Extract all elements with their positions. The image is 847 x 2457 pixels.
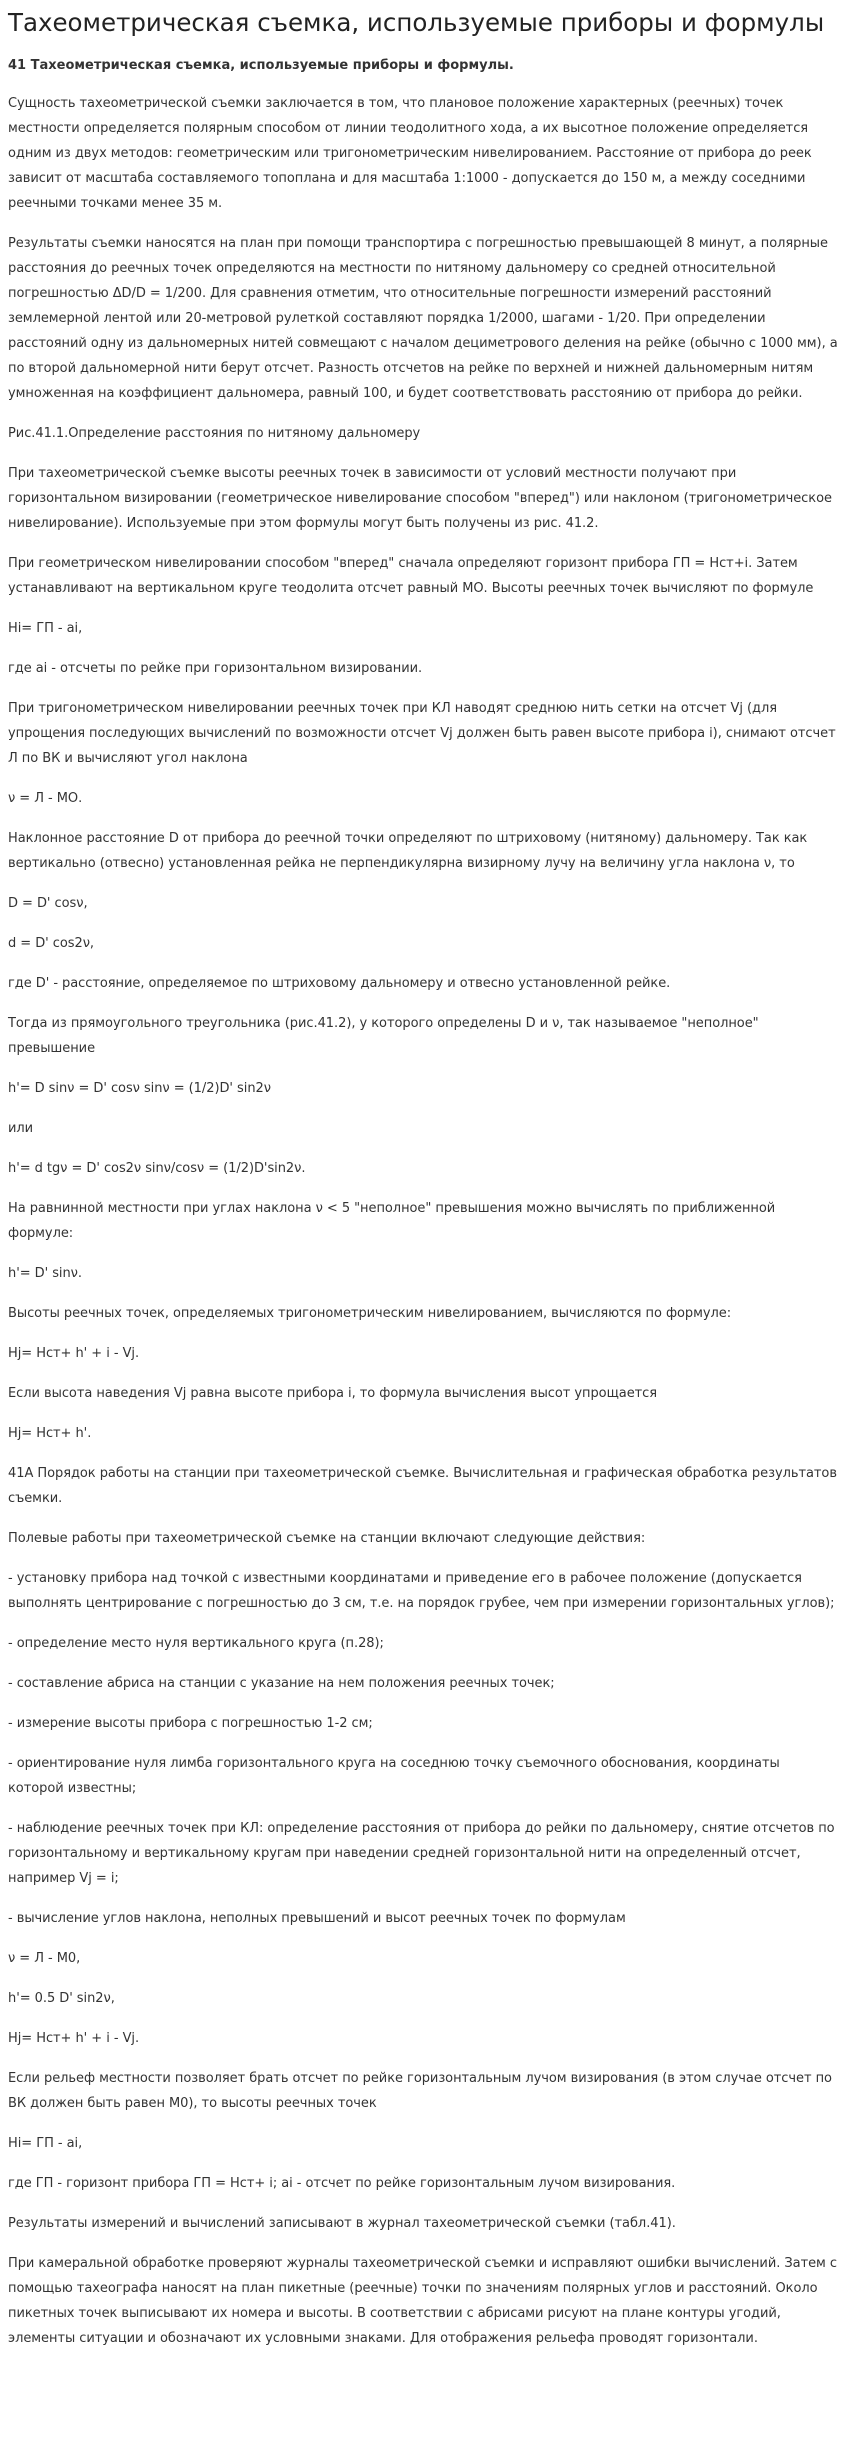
paragraph: где ГП - горизонт прибора ГП = Hст+ i; ai - отсчет по рейке горизонтальным лучом визирования. bbox=[8, 2176, 676, 2191]
paragraph: или bbox=[8, 1121, 34, 1136]
formula: h'= 0.5 D' sin2ν, bbox=[8, 1991, 115, 2006]
list-item: - ориентирование нуля лимба горизонтального круга на соседнюю точку съемочного обоснования, координаты которой известны; bbox=[8, 1756, 780, 1796]
formula: Hj= Hст+ h' + i - Vj. bbox=[8, 1346, 140, 1361]
formula: Hi= ГП - ai, bbox=[8, 2136, 83, 2151]
formula: h'= D sinν = D' cosν sinν = (1/2)D' sin2ν bbox=[8, 1081, 271, 1096]
section-heading-41a: 41А Порядок работы на станции при тахеометрической съемке. Вычислительная и графическая обработка результатов съемки. bbox=[8, 1466, 837, 1506]
formula: Hj= Hст+ h' + i - Vj. bbox=[8, 2031, 140, 2046]
paragraph: На равнинной местности при углах наклона ν < 5 "неполное" превышения можно вычислять по приближенной формуле: bbox=[8, 1201, 776, 1241]
formula: ν = Л - М0, bbox=[8, 1951, 81, 1966]
list-item: - установку прибора над точкой с известными координатами и приведение его в рабочее положение (допускается выполнять центрирование с погрешностью до 3 см, т.е. на порядок грубее, чем при измерении горизонтальных углов); bbox=[8, 1571, 835, 1611]
formula: d = D' cos2ν, bbox=[8, 936, 95, 951]
list-item: - вычисление углов наклона, неполных превышений и высот реечных точек по формулам bbox=[8, 1911, 626, 1926]
paragraph: Наклонное расстояние D от прибора до реечной точки определяют по штриховому (нитяному) дальномеру. Так как вертикально (отвесно) установленная рейка не перпендикулярна визирному лучу на величину угла наклона ν, то bbox=[8, 831, 808, 871]
paragraph: Полевые работы при тахеометрической съемке на станции включают следующие действия: bbox=[8, 1531, 646, 1546]
formula: Hi= ГП - ai, bbox=[8, 621, 83, 636]
section-heading: 41 Тахеометрическая съемка, используемые приборы и формулы. bbox=[8, 58, 514, 73]
list-item: - измерение высоты прибора с погрешностью 1-2 см; bbox=[8, 1716, 373, 1731]
paragraph: Результаты съемки наносятся на план при помощи транспортира с погрешностью превышающей 8 минут, а полярные расстояния до реечных точек определяются на местности по нитяному дальномеру со средней относительной погрешностью ΔD/D = 1/200. Для сравнения отметим, что относительные погрешности измерений расстояний землемерной лентой или 20-метровой рулеткой составляют порядка 1/2000, шагами - 1/20. При определении расстояний одну из дальномерных нитей совмещают с началом дециметрового деления на рейке (обычно с 1000 мм), а по второй дальномерной нити берут отсчет. Разность отсчетов на рейке по верхней и нижней дальномерным нитям умноженная на коэффициент дальномера, равный 100, и будет соответствовать расстоянию от прибора до рейки. bbox=[8, 236, 838, 401]
formula: ν = Л - МО. bbox=[8, 791, 83, 806]
formula: h'= D' sinν. bbox=[8, 1266, 82, 1281]
page-title: Тахеометрическая съемка, используемые приборы и формулы bbox=[8, 8, 825, 37]
formula: h'= d tgν = D' cos2ν sinν/cosν = (1/2)D'sin2ν. bbox=[8, 1161, 306, 1176]
paragraph: При тригонометрическом нивелировании реечных точек при КЛ наводят среднюю нить сетки на отсчет Vj (для упрощения последующих вычислений по возможности отсчет Vj должен быть равен высоте прибора i), снимают отсчет Л по ВК и вычисляют угол наклона bbox=[8, 701, 836, 766]
paragraph: При камеральной обработке проверяют журналы тахеометрической съемки и исправляют ошибки вычислений. Затем с помощью тахеографа наносят на план пикетные (реечные) точки по значениям полярных углов и расстояний. Около пикетных точек выписывают их номера и высоты. В соответствии с абрисами рисуют на плане контуры угодий, элементы ситуации и обозначают их условными знаками. Для отображения рельефа проводят горизонтали. bbox=[8, 2256, 837, 2346]
paragraph: Если рельеф местности позволяет брать отсчет по рейке горизонтальным лучом визирования (в этом случае отсчет по ВК должен быть равен М0), то высоты реечных точек bbox=[8, 2071, 832, 2111]
figure-caption: Рис.41.1.Определение расстояния по нитяному дальномеру bbox=[8, 426, 421, 441]
paragraph: Результаты измерений и вычислений записывают в журнал тахеометрической съемки (табл.41). bbox=[8, 2216, 676, 2231]
article-body bbox=[8, 91, 839, 2351]
list-item: - определение место нуля вертикального круга (п.28); bbox=[8, 1636, 384, 1651]
paragraph: При тахеометрической съемке высоты реечных точек в зависимости от условий местности получают при горизонтальном визировании (геометрическое нивелирование способом "вперед") или наклоном (тригонометрическое нивелирование). Используемые при этом формулы могут быть получены из рис. 41.2. bbox=[8, 466, 832, 531]
paragraph: Сущность тахеометрической съемки заключается в том, что плановое положение характерных (реечных) точек местности определяется полярным способом от линии теодолитного хода, а их высотное положение определяется одним из двух методов: геометрическим или тригонометрическим нивелированием. Расстояние от прибора до реек зависит от масштаба составляемого топоплана и для масштаба 1:1000 - допускается до 150 м, а между соседними реечными точками менее 35 м. bbox=[8, 96, 812, 211]
paragraph: где ai - отсчеты по рейке при горизонтальном визировании. bbox=[8, 661, 423, 676]
formula: Hj= Hст+ h'. bbox=[8, 1426, 92, 1441]
list-item: - составление абриса на станции с указание на нем положения реечных точек; bbox=[8, 1676, 555, 1691]
paragraph: Высоты реечных точек, определяемых тригонометрическим нивелированием, вычисляются по формуле: bbox=[8, 1306, 732, 1321]
paragraph: Если высота наведения Vj равна высоте прибора i, то формула вычисления высот упрощается bbox=[8, 1386, 658, 1401]
paragraph: Тогда из прямоугольного треугольника (рис.41.2), у которого определены D и ν, так называемое "неполное" превышение bbox=[8, 1016, 759, 1056]
list-item: - наблюдение реечных точек при КЛ: определение расстояния от прибора до рейки по дальномеру, снятие отсчетов по горизонтальному и вертикальному кругам при наведении средней горизонтальной нити на определенный отсчет, например Vj = i; bbox=[8, 1821, 835, 1886]
paragraph: где D' - расстояние, определяемое по штриховому дальномеру и отвесно установленной рейке. bbox=[8, 976, 671, 991]
paragraph: При геометрическом нивелировании способом "вперед" сначала определяют горизонт прибора ГП = Hст+i. Затем устанавливают на вертикальном круге теодолита отсчет равный МО. Высоты реечных точек вычисляют по формуле bbox=[8, 556, 814, 596]
formula: D = D' cosν, bbox=[8, 896, 88, 911]
